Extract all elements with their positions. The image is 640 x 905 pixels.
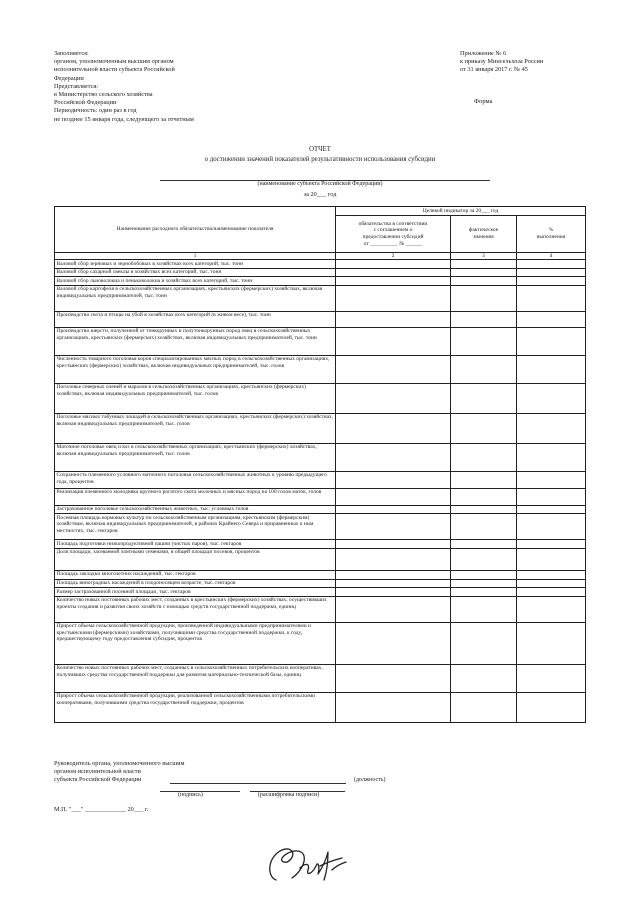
value-cell bbox=[336, 471, 451, 488]
header-left-line: органом, уполномоченным высшим органом bbox=[54, 58, 174, 66]
col-obligation-header bbox=[336, 216, 451, 253]
report-subtitle: о достижении значений показателей результативности использования субсидии bbox=[204, 156, 436, 163]
col-percent-header-line: % bbox=[548, 227, 554, 234]
table-row bbox=[55, 570, 586, 579]
value-cell bbox=[451, 579, 517, 588]
value-cell bbox=[336, 505, 451, 514]
value-cell bbox=[517, 664, 586, 692]
signature-block-line: Руководитель органа, уполномоченного высшим bbox=[54, 760, 185, 767]
table-row bbox=[55, 664, 586, 692]
report-title-block bbox=[0, 145, 640, 165]
col-number: 2 bbox=[336, 253, 451, 260]
indicator-name: Количество новых постоянных рабочих мест, созданных в крестьянских (фермерских) хозяйствах, осуществивших проекты создания и развития своих хозяйств с помощью средств государственной поддержки, единиц bbox=[55, 596, 336, 622]
value-cell bbox=[336, 514, 451, 540]
indicator-name: Застрахованное поголовье сельскохозяйственных животных, тыс. условных голов bbox=[55, 505, 336, 514]
table-row bbox=[55, 548, 586, 570]
value-cell bbox=[451, 383, 517, 413]
col-number: 1 bbox=[55, 253, 336, 260]
table-row bbox=[55, 692, 586, 722]
header-left-line: исполнительной власти субъекта Российской bbox=[54, 66, 175, 74]
value-cell bbox=[517, 443, 586, 471]
table-row bbox=[55, 355, 586, 383]
value-cell bbox=[451, 505, 517, 514]
handwritten-signature bbox=[262, 840, 354, 888]
table-row bbox=[55, 579, 586, 588]
indicator-name: Валовой сбор картофеля в сельскохозяйственных организациях, крестьянских (фермерских) хозяйствах, включая индивидуальных предпринимателей, тыс. тонн bbox=[55, 285, 336, 311]
table-row bbox=[55, 471, 586, 488]
value-cell bbox=[517, 540, 586, 549]
table-row bbox=[55, 268, 586, 277]
table-row bbox=[55, 588, 586, 597]
col-name-header: Наименование расходного обязательства/наименование показателя bbox=[55, 207, 336, 253]
col-obligation-header-line: с соглашением о bbox=[373, 227, 413, 234]
value-cell bbox=[451, 327, 517, 355]
value-cell bbox=[336, 383, 451, 413]
col-number: 4 bbox=[517, 253, 586, 260]
table-row bbox=[55, 277, 586, 286]
table-row bbox=[55, 383, 586, 413]
value-cell bbox=[336, 596, 451, 622]
table-row bbox=[55, 327, 586, 355]
value-cell bbox=[451, 471, 517, 488]
value-cell bbox=[517, 285, 586, 311]
stamp-date-line: М.П. "___" _____________ 20___ г. bbox=[54, 806, 149, 813]
value-cell bbox=[451, 514, 517, 540]
indicator-name: Площадь подготовки низкопродуктивной пашни (чистых паров), тыс. гектаров bbox=[55, 540, 336, 549]
value-cell bbox=[517, 579, 586, 588]
header-right-line: к приказу Минсельхоза России bbox=[460, 58, 544, 66]
indicator-name: Доля площади, засеваемой элитными семенами, в общей площади посевов, процентов bbox=[55, 548, 336, 570]
value-cell bbox=[336, 277, 451, 286]
indicator-name: Численность товарного поголовья коров специализированных мясных пород в сельскохозяйственных организациях, крестьянских (фермерских) хозяйствах, включая индивидуальных предпринимателей, тыс. голов bbox=[55, 355, 336, 383]
table-row bbox=[55, 505, 586, 514]
col-obligation-header-line: обязательства в соответствии bbox=[358, 220, 428, 227]
value-cell bbox=[517, 413, 586, 443]
col-obligation-header-line: предоставлении субсидий bbox=[362, 234, 424, 240]
report-title: ОТЧЕТ bbox=[309, 146, 331, 153]
col-number: 3 bbox=[451, 253, 517, 260]
header-left-line: в Министерство сельского хозяйства bbox=[54, 91, 153, 99]
value-cell bbox=[517, 692, 586, 722]
signature-block-line: органом исполнительной власти bbox=[54, 768, 141, 776]
table-row bbox=[55, 413, 586, 443]
position-caption: (должность) bbox=[354, 777, 386, 783]
value-cell bbox=[336, 413, 451, 443]
value-cell bbox=[451, 664, 517, 692]
value-cell bbox=[517, 622, 586, 664]
header-left-line: Российской Федерации bbox=[54, 99, 117, 107]
value-cell bbox=[336, 540, 451, 549]
table-row bbox=[55, 622, 586, 664]
header-left-line: Заполняется: bbox=[54, 50, 89, 57]
indicators-table bbox=[54, 206, 586, 723]
value-cell bbox=[336, 588, 451, 597]
header-left-line: Представляется: bbox=[54, 82, 99, 90]
value-cell bbox=[336, 622, 451, 664]
table-row bbox=[55, 285, 586, 311]
indicator-name: Площадь виноградных насаждений в плодоносящем возрасте, тыс. гектаров bbox=[55, 579, 336, 588]
header-right bbox=[460, 50, 543, 75]
value-cell bbox=[451, 268, 517, 277]
table-row bbox=[55, 514, 586, 540]
indicator-name: Производство скота и птицы на убой в хозяйствах всех категорий (в живом весе), тыс. тонн bbox=[55, 311, 336, 327]
value-cell bbox=[517, 570, 586, 579]
value-cell bbox=[517, 260, 586, 269]
value-cell bbox=[517, 596, 586, 622]
value-cell bbox=[517, 588, 586, 597]
indicator-name: Валовой сбор сахарной свеклы в хозяйствах всех категорий, тыс. тонн bbox=[55, 268, 336, 277]
value-cell bbox=[451, 596, 517, 622]
value-cell bbox=[451, 548, 517, 570]
header-left bbox=[54, 50, 194, 124]
value-cell bbox=[517, 548, 586, 570]
indicator-name: Посевная площадь кормовых культур по сельскохозяйственным организациям, крестьянским (фермерским) хозяйствам, включая индивидуальных предпринимателей, в районах Крайнего Севера и приравненных к ним местностях, тыс. гектаров bbox=[55, 514, 336, 540]
indicator-name: Поголовье мясных табунных лошадей в сельскохозяйственных организациях, крестьянских (фермерских) хозяйствах, включая индивидуальных предпринимателей, тыс. голов bbox=[55, 413, 336, 443]
value-cell bbox=[336, 664, 451, 692]
signature-caption: (подпись) bbox=[178, 792, 203, 798]
indicator-name: Сохранность племенного условного маточного поголовья сельскохозяйственных животных к уровню предыдущего года, процентов bbox=[55, 471, 336, 488]
header-left-line: Федерации bbox=[54, 74, 84, 82]
header-left-line: Периодичность: один раз в год bbox=[54, 107, 137, 115]
value-cell bbox=[336, 355, 451, 383]
table-row bbox=[55, 540, 586, 549]
signature-block bbox=[54, 760, 184, 785]
value-cell bbox=[336, 285, 451, 311]
col-actual-header-line: фактическое bbox=[468, 227, 499, 234]
indicator-name: Поголовье северных оленей и маралов в сельскохозяйственных организациях, крестьянских (фермерских) хозяйствах, включая индивидуальных предпринимателей, тыс. голов bbox=[55, 383, 336, 413]
indicator-name: Валовой сбор льноволокна и пеньковолокна в хозяйствах всех категорий, тыс. тонн bbox=[55, 277, 336, 286]
header-right-line: от 31 января 2017 г. № 45 bbox=[460, 66, 528, 74]
value-cell bbox=[517, 505, 586, 514]
value-cell bbox=[517, 383, 586, 413]
table-row bbox=[55, 260, 586, 269]
value-cell bbox=[336, 327, 451, 355]
value-cell bbox=[451, 488, 517, 505]
value-cell bbox=[517, 311, 586, 327]
value-cell bbox=[517, 514, 586, 540]
table-row bbox=[55, 311, 586, 327]
col-percent-header bbox=[517, 216, 586, 253]
value-cell bbox=[517, 268, 586, 277]
value-cell bbox=[336, 579, 451, 588]
value-cell bbox=[336, 260, 451, 269]
value-cell bbox=[451, 540, 517, 549]
value-cell bbox=[336, 443, 451, 471]
col-actual-header bbox=[451, 216, 517, 253]
form-label: Форма bbox=[474, 98, 493, 105]
value-cell bbox=[451, 277, 517, 286]
value-cell bbox=[451, 622, 517, 664]
indicator-name: Прирост объема сельскохозяйственной продукции, произведенной индивидуальными предпринимателями и крестьянскими (фермерскими) хозяйствами, получившими средства государственной поддержки, к году, предшествующему году предоставления субсидии, процентов bbox=[55, 622, 336, 664]
indicator-name: Маточное поголовье овец и коз в сельскохозяйственных организациях, крестьянских (фермерских) хозяйствах, включая индивидуальных предпринимателей, тыс. голов bbox=[55, 443, 336, 471]
indicator-name: Реализация племенного молодняка крупного рогатого скота молочных и мясных пород на 100 голов маток, голов bbox=[55, 488, 336, 505]
value-cell bbox=[336, 488, 451, 505]
value-cell bbox=[517, 327, 586, 355]
value-cell bbox=[336, 570, 451, 579]
indicator-name: Количество новых постоянных рабочих мест, созданных в сельскохозяйственных потребительских кооперативах, получивших средства государственной поддержки для развития материально-технической базы, единиц bbox=[55, 664, 336, 692]
value-cell bbox=[517, 277, 586, 286]
value-cell bbox=[517, 488, 586, 505]
value-cell bbox=[451, 692, 517, 722]
value-cell bbox=[451, 413, 517, 443]
signature-block-line: субъекта Российской Федерации bbox=[54, 776, 142, 784]
value-cell bbox=[336, 268, 451, 277]
col-percent-header-line: выполнения bbox=[536, 234, 566, 240]
table-row bbox=[55, 443, 586, 471]
table-row bbox=[55, 488, 586, 505]
value-cell bbox=[336, 311, 451, 327]
value-cell bbox=[336, 548, 451, 570]
subject-caption: (наименование субъекта Российской Федерации) bbox=[257, 181, 383, 187]
value-cell bbox=[451, 285, 517, 311]
position-line bbox=[170, 783, 346, 784]
value-cell bbox=[451, 588, 517, 597]
table-row bbox=[55, 596, 586, 622]
value-cell bbox=[451, 443, 517, 471]
value-cell bbox=[336, 692, 451, 722]
value-cell bbox=[451, 355, 517, 383]
value-cell bbox=[451, 570, 517, 579]
value-cell bbox=[517, 471, 586, 488]
decoding-caption: (расшифровка подписи) bbox=[258, 792, 320, 798]
value-cell bbox=[451, 311, 517, 327]
report-year: за 20___ год bbox=[303, 191, 337, 198]
indicator-name: Производство шерсти, полученной от тонкорунных и полутонкорунных пород овец в сельскохозяйственных организациях, крестьянских (фермерских) хозяйствах, включая индивидуальных предпринимателей, тыс. тонн bbox=[55, 327, 336, 355]
indicator-name: Прирост объема сельскохозяйственной продукции, реализованной сельскохозяйственными потребительскими кооперативами, получившими средства государственной поддержки, процентов bbox=[55, 692, 336, 722]
indicator-name: Площадь закладки многолетних насаждений, тыс. гектаров bbox=[55, 570, 336, 579]
value-cell bbox=[451, 260, 517, 269]
target-indicator-header: Целевой индикатор за 20___ год bbox=[336, 207, 586, 216]
col-actual-header-line: значение bbox=[473, 234, 494, 240]
header-right-line: Приложение № 6 bbox=[460, 50, 507, 57]
indicator-name: Валовой сбор зерновых и зернобобовых в хозяйствах всех категорий, тыс. тонн bbox=[55, 260, 336, 269]
indicator-name: Размер застрахованной посевной площади, тыс. гектаров bbox=[55, 588, 336, 597]
column-numbers-row bbox=[55, 253, 586, 260]
value-cell bbox=[517, 355, 586, 383]
header-left-line: не позднее 15 января года, следующего за отчетным bbox=[54, 115, 194, 123]
col-obligation-header-line: от __________ № ______ bbox=[363, 240, 423, 247]
